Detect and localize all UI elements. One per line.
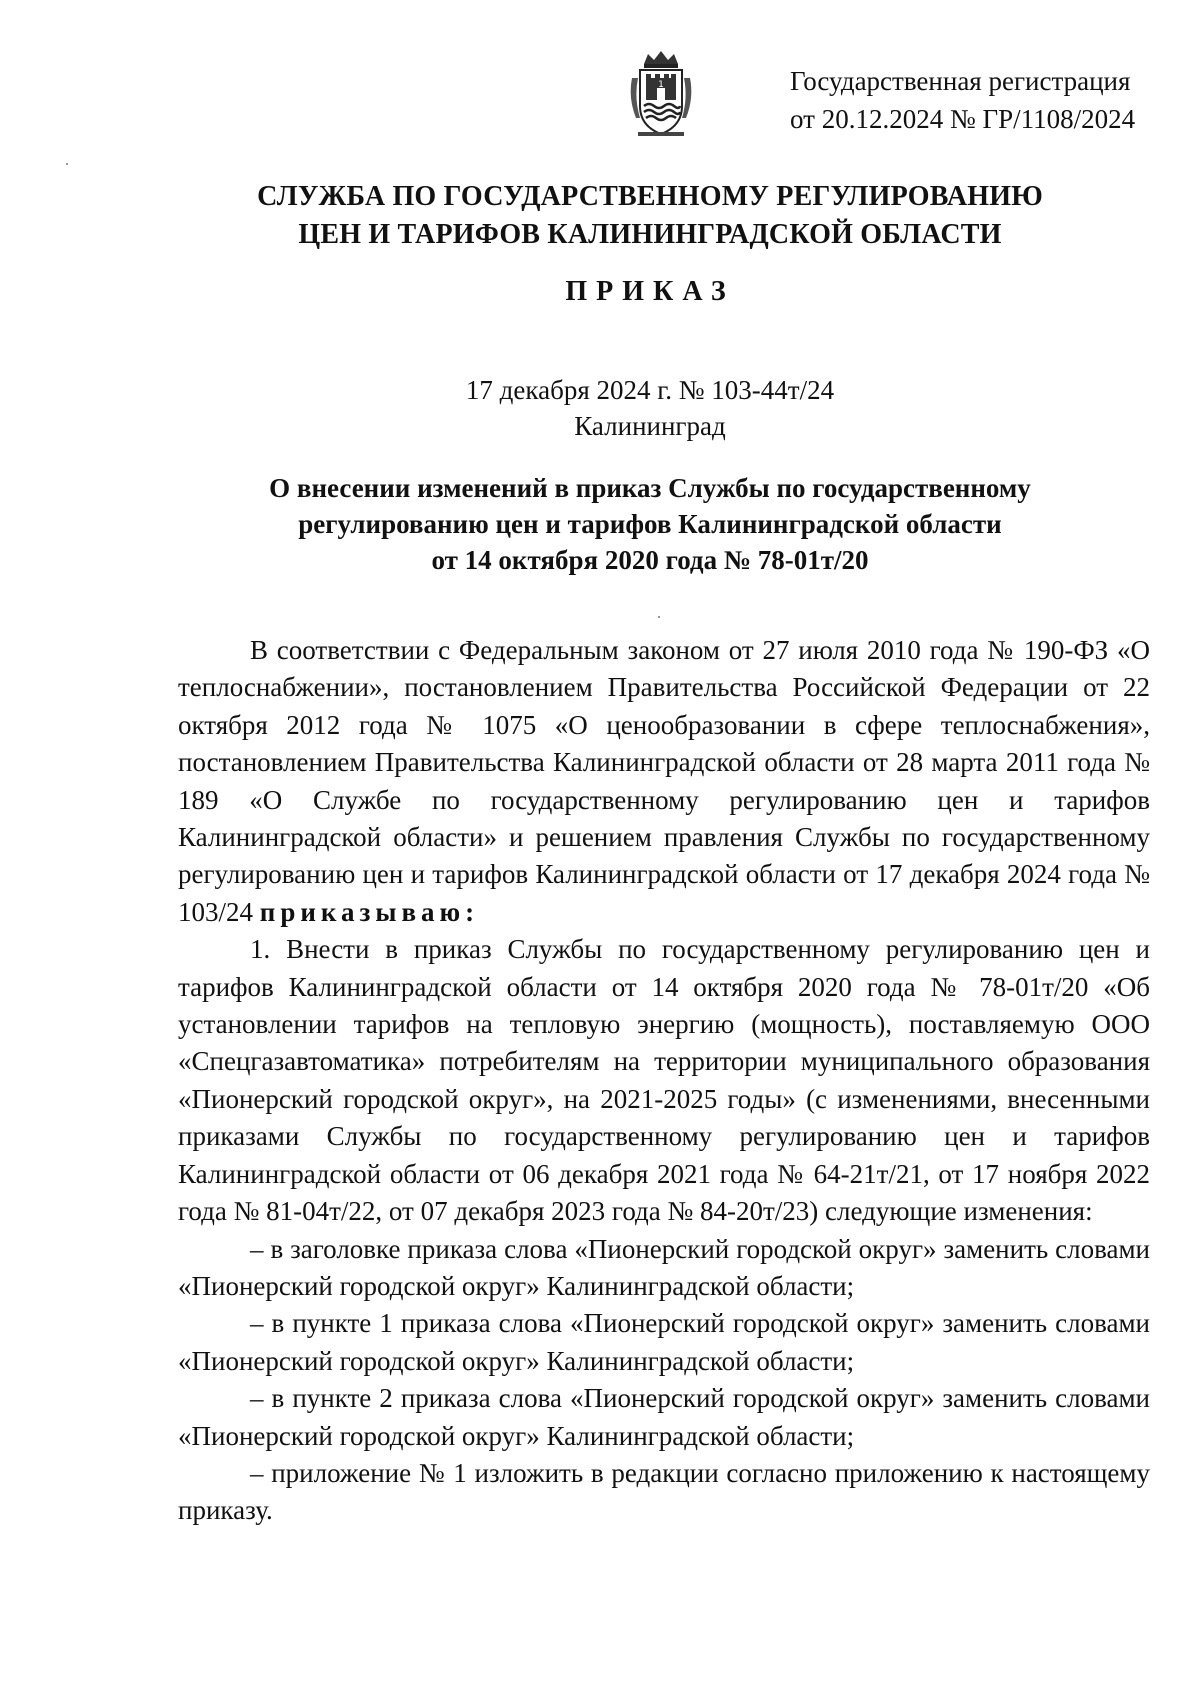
scan-speck	[658, 616, 660, 618]
change-2-paragraph: – в пункте 1 приказа слова «Пионерский городской округ» заменить словами «Пионерский городской округ» Калининградской области;	[178, 1308, 1150, 1376]
document-type-title: ПРИКАЗ	[565, 276, 735, 307]
state-registration-note	[790, 62, 1150, 138]
coat-of-arms-icon	[624, 48, 698, 140]
registration-line-1: Государственная регистрация	[790, 66, 1131, 96]
order-subject-line-1: О внесении изменений в приказ Службы по государственному	[269, 473, 1031, 503]
date-and-place	[150, 372, 1150, 444]
change-4-paragraph: – приложение № 1 изложить в редакции согласно приложению к настоящему приказу.	[178, 1457, 1150, 1526]
order-verb: приказываю:	[259, 896, 480, 927]
change-1-paragraph: – в заголовке приказа слова «Пионерский городской округ» заменить словами «Пионерский городской округ» Калининградской области;	[178, 1233, 1150, 1301]
item-1-paragraph: 1. Внести в приказ Службы по государственному регулированию цен и тарифов Калининградской области от 14 октября 2020 года № 78-01т/20 «Об установлении тарифов на тепловую энергию (мощность), поставляемую ООО «Спецгазавтоматика» потребителям на территории муниципального образования «Пионерский городской округ», на 2021-2025 годы» (с изменениями, внесенными приказами Службы по государственному регулированию цен и тарифов Калининградской области от 06 декабря 2021 года № 64-21т/21, от 17 ноября 2022 года № 81-04т/22, от 07 декабря 2023 года № 84-20т/23) следующие изменения:	[178, 934, 1150, 1227]
order-subject-line-2: регулированию цен и тарифов Калининградской области	[298, 509, 1002, 539]
organization-name-line-1: СЛУЖБА ПО ГОСУДАРСТВЕННОМУ РЕГУЛИРОВАНИЮ	[257, 181, 1043, 212]
preamble-paragraph	[178, 632, 1150, 931]
svg-text:1: 1	[658, 80, 664, 90]
order-subject	[150, 470, 1150, 578]
preamble-text: В соответствии с Федеральным законом от 27 июля 2010 года № 190-ФЗ «О теплоснабжении», постановлением Правительства Российской Федерации от 22 октября 2012 года № 1075 «О ценообразовании в сфере теплоснабжения», постановлением Правительства Калининградской области от 28 марта 2011 года № 189 «О Службе по государственному регулированию цен и тарифов Калининградской области» и решением правления Службы по государственному регулированию цен и тарифов Калининградской области от 17 декабря 2024 года № 103/24	[178, 635, 1150, 927]
scan-speck	[66, 163, 68, 165]
order-body	[178, 632, 1150, 1530]
order-city: Калининград	[574, 411, 726, 441]
change-3-paragraph: – в пункте 2 приказа слова «Пионерский городской округ» заменить словами «Пионерский городской округ» Калининградской области;	[178, 1383, 1150, 1451]
order-subject-line-3: от 14 октября 2020 года № 78-01т/20	[431, 545, 869, 575]
registration-line-2: от 20.12.2024 № ГР/1108/2024	[790, 104, 1136, 134]
organization-name	[150, 178, 1150, 254]
order-date-number: 17 декабря 2024 г. № 103-44т/24	[465, 375, 835, 405]
organization-name-line-2: ЦЕН И ТАРИФОВ КАЛИНИНГРАДСКОЙ ОБЛАСТИ	[298, 219, 1002, 250]
